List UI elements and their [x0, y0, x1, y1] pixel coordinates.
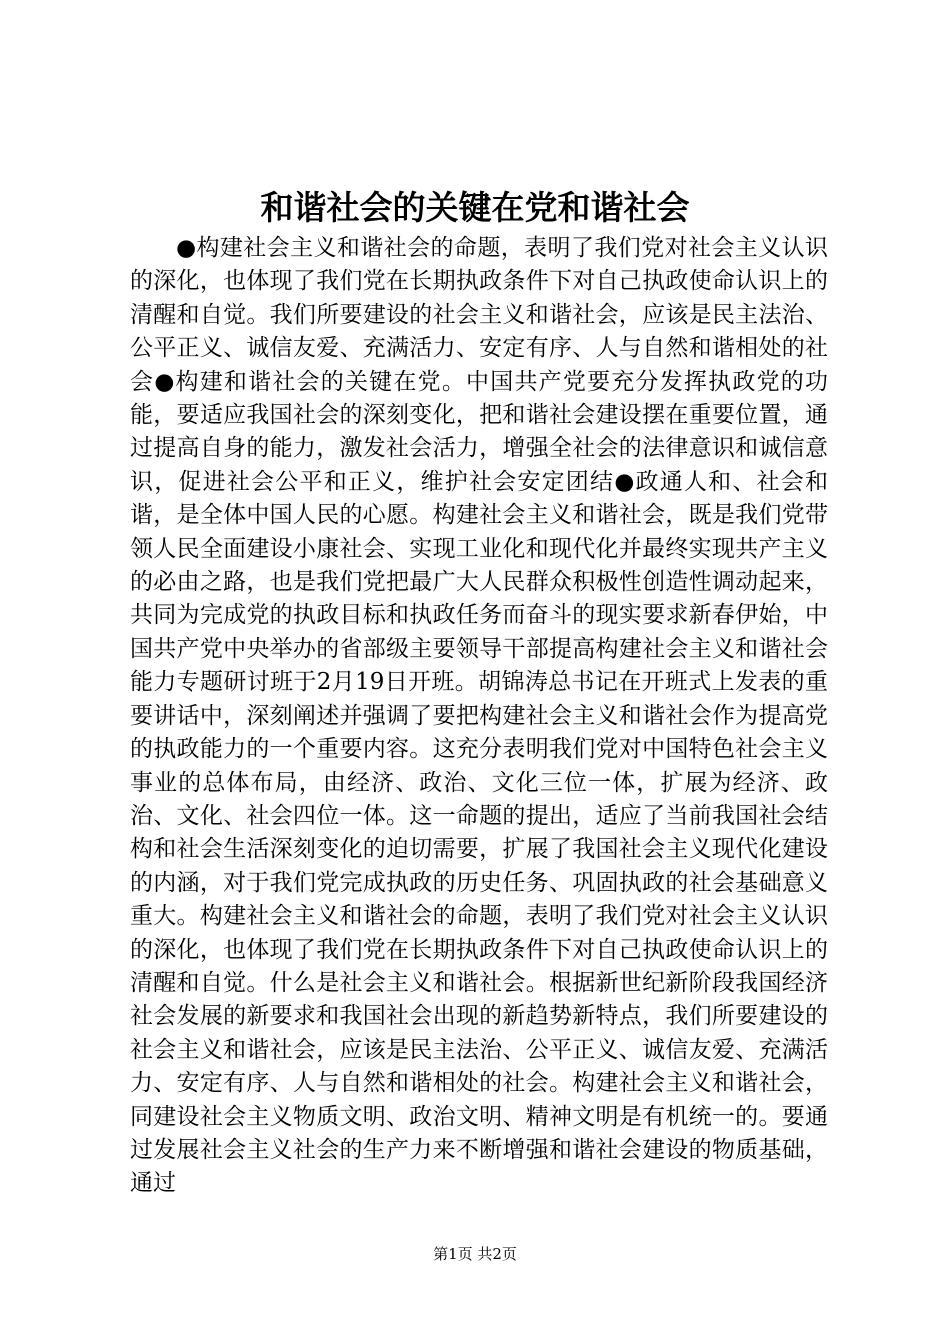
document-body-paragraph: ●构建社会主义和谐社会的命题，表明了我们党对社会主义认识的深化，也体现了我们党在长期执政条件下对自己执政使命认识上的清醒和自觉。我们所要建设的社会主义和谐社会，应该是民主法治、公平正义、诚信友爱、充满活力、安定有序、人与自然和谐相处的社会●构建和谐社会的关键在党。中国共产党要充分发挥执政党的功能，要适应我国社会的深刻变化，把和谐社会建设摆在重要位置，通过提高自身的能力，激发社会活力，增强全社会的法律意识和诚信意识，促进社会公平和正义，维护社会安定团结●政通人和、社会和谐，是全体中国人民的心愿。构建社会主义和谐社会，既是我们党带领人民全面建设小康社会、实现工业化和现代化并最终实现共产主义的必由之路，也是我们党把最广大人民群众积极性创造性调动起来，共同为完成党的执政目标和执政任务而奋斗的现实要求新春伊始，中国共产党中央举办的省部级主要领导干部提高构建社会主义和谐社会能力专题研讨班于2月19日开班。胡锦涛总书记在开班式上发表的重要讲话中，深刻阐述并强调了要把构建社会主义和谐社会作为提高党的执政能力的一个重要内容。这充分表明我们党对中国特色社会主义事业的总体布局，由经济、政治、文化三位一体，扩展为经济、政治、文化、社会四位一体。这一命题的提出，适应了当前我国社会结构和社会生活深刻变化的迫切需要，扩展了我国社会主义现代化建设的内涵，对于我们党完成执政的历史任务、巩固执政的社会基础意义重大。构建社会主义和谐社会的命题，表明了我们党对社会主义认识的深化，也体现了我们党在长期执政条件下对自己执政使命认识上的清醒和自觉。什么是社会主义和谐社会。根据新世纪新阶段我国经济社会发展的新要求和我国社会出现的新趋势新特点，我们所要建设的社会主义和谐社会，应该是民主法治、公平正义、诚信友爱、充满活力、安定有序、人与自然和谐相处的社会。构建社会主义和谐社会，同建设社会主义物质文明、政治文明、精神文明是有机统一的。要通过发展社会主义社会的生产力来不断增强和谐社会建设的物质基础，通过: [130, 235, 828, 1197]
page-number-current: 第1页: [433, 1245, 473, 1263]
page-number-total: 共2页: [477, 1245, 517, 1263]
page-footer: [0, 1242, 950, 1266]
document-title: 和谐社会的关键在党和谐社会: [260, 188, 690, 227]
